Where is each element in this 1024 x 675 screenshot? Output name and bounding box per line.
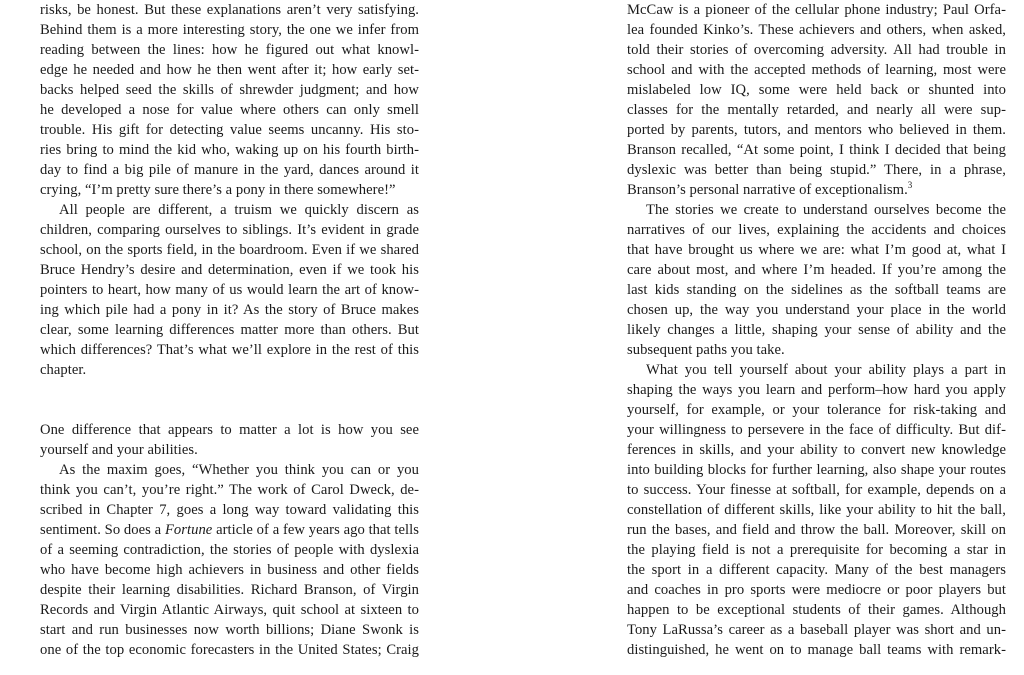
text-line: classes for the mentally retarded, and nearly all were sup- <box>627 102 1006 118</box>
text-span: Branson’s personal narrative of exceptionalism. <box>627 182 908 198</box>
section-break <box>40 400 419 420</box>
left-paragraph-1 <box>40 0 419 200</box>
text-line: which differences? That’s what we’ll explore in the rest of this <box>40 342 419 358</box>
text-line: Branson recalled, “At some point, I think I decided that being <box>627 142 1006 158</box>
text-line: ferences in skills, and your ability to convert new knowledge <box>627 442 1006 458</box>
publication-title: Fortune <box>164 522 213 538</box>
text-line: What you tell yourself about your ability plays a part in <box>646 362 1006 378</box>
text-line: One difference that appears to matter a lot is how you see <box>40 422 419 438</box>
text-line: reading between the lines: how he figured out what knowl- <box>40 42 419 58</box>
text-line: school and with the accepted methods of learning, most were <box>627 62 1006 78</box>
text-line: The stories we create to understand ourselves become the <box>646 202 1006 218</box>
text-line: the sport in a different capacity. Many of the best managers <box>627 562 1006 578</box>
text-line: likely changes a little, shaping your sense of ability and the <box>627 322 1006 338</box>
text-line: yourself and your abilities. <box>40 442 198 458</box>
text-line: care about most, and where I’m headed. If you’re among the <box>627 262 1006 278</box>
text-line: Tony LaRussa’s career as a baseball player was short and un- <box>627 622 1006 638</box>
text-line <box>40 520 419 540</box>
text-line: trouble. His gift for detecting value seems uncanny. His sto- <box>40 122 419 138</box>
text-line: think you can’t, you’re right.” The work of Carol Dweck, de- <box>40 482 419 498</box>
right-paragraph-3 <box>627 360 1006 660</box>
text-line: As the maxim goes, “Whether you think you can or you <box>59 462 419 478</box>
text-line: despite their learning disabilities. Richard Branson, of Virgin <box>40 582 419 598</box>
text-line: who have become high achievers in business and other fields <box>40 562 419 578</box>
section-break <box>40 380 419 400</box>
text-line: Behind them is a more interesting story, the one we infer from <box>40 22 419 38</box>
text-line: McCaw is a pioneer of the cellular phone industry; Paul Orfa- <box>627 2 1006 18</box>
text-line: of a seeming contradiction, the stories of people with dyslexia <box>40 542 419 558</box>
text-line: Records and Virgin Atlantic Airways, quit school at sixteen to <box>40 602 419 618</box>
text-line: told their stories of overcoming adversity. All had trouble in <box>627 42 1006 58</box>
text-line: lea founded Kinko’s. These achievers and others, when asked, <box>627 22 1006 38</box>
text-line: All people are different, a truism we quickly discern as <box>59 202 419 218</box>
text-line: narratives of our lives, explaining the accidents and choices <box>627 222 1006 238</box>
text-line: children, comparing ourselves to siblings. It’s evident in grade <box>40 222 419 238</box>
text-line: chapter. <box>40 362 87 378</box>
left-paragraph-4 <box>40 460 419 660</box>
text-line: he developed a nose for value where others can only smell <box>40 102 419 118</box>
text-line: subsequent paths you take. <box>627 342 785 358</box>
text-line: last kids standing on the sidelines as the softball teams are <box>627 282 1006 298</box>
text-line: day to find a big pile of manure in the yard, dances around it <box>40 162 419 178</box>
text-line: mislabeled low IQ, some were held back or shunted into <box>627 82 1006 98</box>
text-line: crying, “I’m pretty sure there’s a pony in there somewhere!” <box>40 182 396 198</box>
text-line: one of the top economic forecasters in the United States; Craig <box>40 642 419 658</box>
text-line: distinguished, he went on to manage ball teams with remark- <box>627 642 1006 658</box>
text-line: shaping the ways you learn and perform–how hard you apply <box>627 382 1006 398</box>
text-line: ing which pile had a pony in it? As the story of Bruce makes <box>40 302 419 318</box>
text-line <box>627 180 1006 200</box>
left-column <box>40 0 419 660</box>
text-line: school, on the sports field, in the boardroom. Even if we shared <box>40 242 419 258</box>
text-span: article of a few years ago that tells <box>212 522 419 538</box>
text-span: sentiment. So does a <box>40 522 165 538</box>
text-line: clear, some learning differences matter more than others. But <box>40 322 419 338</box>
text-line: happen to be exceptional students of their games. Although <box>627 602 1006 618</box>
text-line: pointers to heart, how many of us would learn the art of know- <box>40 282 419 298</box>
text-line: ries bring to mind the kid who, waking up on his fourth birth- <box>40 142 419 158</box>
text-line: chosen up, the way you understand your place in the world <box>627 302 1006 318</box>
footnote-marker[interactable]: 3 <box>907 180 913 191</box>
text-line: run the bases, and field and throw the ball. Moreover, skill on <box>627 522 1006 538</box>
text-line: to success. Your finesse at softball, for example, depends on a <box>627 482 1006 498</box>
text-line: Bruce Hendry’s desire and determination, even if we took his <box>40 262 419 278</box>
text-line: ported by parents, tutors, and mentors who believed in them. <box>627 122 1006 138</box>
text-line: into building blocks for further learning, also shape your routes <box>627 462 1006 478</box>
left-paragraph-3 <box>40 420 419 460</box>
text-line: backs helped seed the skills of shrewder judgment; and how <box>40 82 419 98</box>
right-paragraph-1 <box>627 0 1006 200</box>
text-line: yourself, for example, or your tolerance for risk-taking and <box>627 402 1006 418</box>
text-line: that have brought us where we are: what I’m good at, what I <box>627 242 1006 258</box>
right-paragraph-2 <box>627 200 1006 360</box>
text-line: start and run businesses now worth billions; Diane Swonk is <box>40 622 419 638</box>
text-line: and coaches in pro sports were mediocre or poor players but <box>627 582 1006 598</box>
text-line: edge he needed and how he then went after it; how early set- <box>40 62 419 78</box>
text-line: the playing field is not a prerequisite for becoming a star in <box>627 542 1006 558</box>
text-line: your willingness to persevere in the face of difficulty. But dif- <box>627 422 1006 438</box>
right-column <box>627 0 1006 660</box>
left-paragraph-2 <box>40 200 419 380</box>
text-line: risks, be honest. But these explanations aren’t very satisfying. <box>40 2 419 18</box>
text-line: scribed in Chapter 7, goes a long way toward validating this <box>40 502 419 518</box>
text-line: dyslexic was better than being stupid.” There, in a phrase, <box>627 162 1006 178</box>
text-line: constellation of different skills, like your ability to hit the ball, <box>627 502 1006 518</box>
